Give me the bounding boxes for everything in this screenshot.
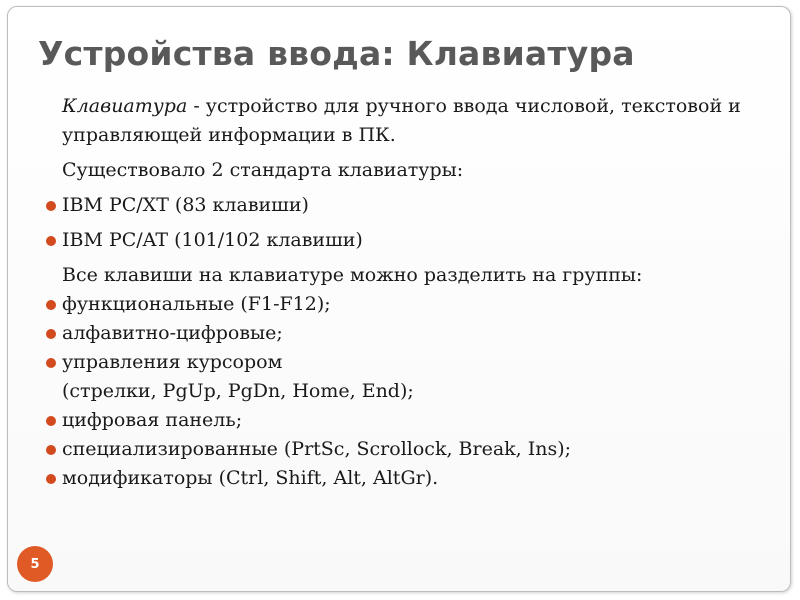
standard-item: IBM PC/XT (83 клавиши): [62, 194, 309, 216]
bullet-dot-icon: [46, 358, 56, 368]
list-item: [0, 191, 800, 220]
cursor-keys-detail: (стрелки, PgUp, PgDn, Home, End);: [62, 380, 414, 402]
definition-line-1: [0, 92, 800, 121]
groups-intro: Все клавиши на клавиатуре можно разделить на группы:: [62, 264, 643, 286]
definition-line-2: управляющей информации в ПК.: [62, 124, 396, 146]
bullet-dot-icon: [46, 300, 56, 310]
bullet-dot-icon: [46, 236, 56, 246]
list-item: [0, 464, 800, 493]
bullet-dot-icon: [46, 329, 56, 339]
list-item: [0, 435, 800, 464]
bullet-dot-icon: [46, 445, 56, 455]
list-item: [0, 319, 800, 348]
standard-item: IBM PC/AT (101/102 клавиши): [62, 229, 363, 251]
definition-term: Клавиатура: [62, 95, 188, 117]
group-item: цифровая панель;: [62, 409, 243, 431]
page-number-badge: 5: [17, 546, 53, 582]
list-item: [0, 226, 800, 255]
list-item: [0, 290, 800, 319]
definition-text: - устройство для ручного ввода числовой, текстовой и: [187, 95, 741, 117]
group-item: специализированные (PrtSc, Scrollock, Break, Ins);: [62, 438, 572, 460]
bullet-dot-icon: [46, 474, 56, 484]
list-item: [0, 406, 800, 435]
slide-title: Устройства ввода: Клавиатура: [38, 34, 635, 73]
slide-content: [0, 92, 800, 493]
bullet-dot-icon: [46, 201, 56, 211]
group-item: функциональные (F1-F12);: [62, 293, 331, 315]
list-item: [0, 348, 800, 377]
group-item: модификаторы (Ctrl, Shift, Alt, AltGr).: [62, 467, 439, 489]
group-item: алфавитно-цифровые;: [62, 322, 283, 344]
standards-intro: Существовало 2 стандарта клавиатуры:: [62, 159, 464, 181]
bullet-dot-icon: [46, 416, 56, 426]
group-item: управления курсором: [62, 351, 283, 373]
